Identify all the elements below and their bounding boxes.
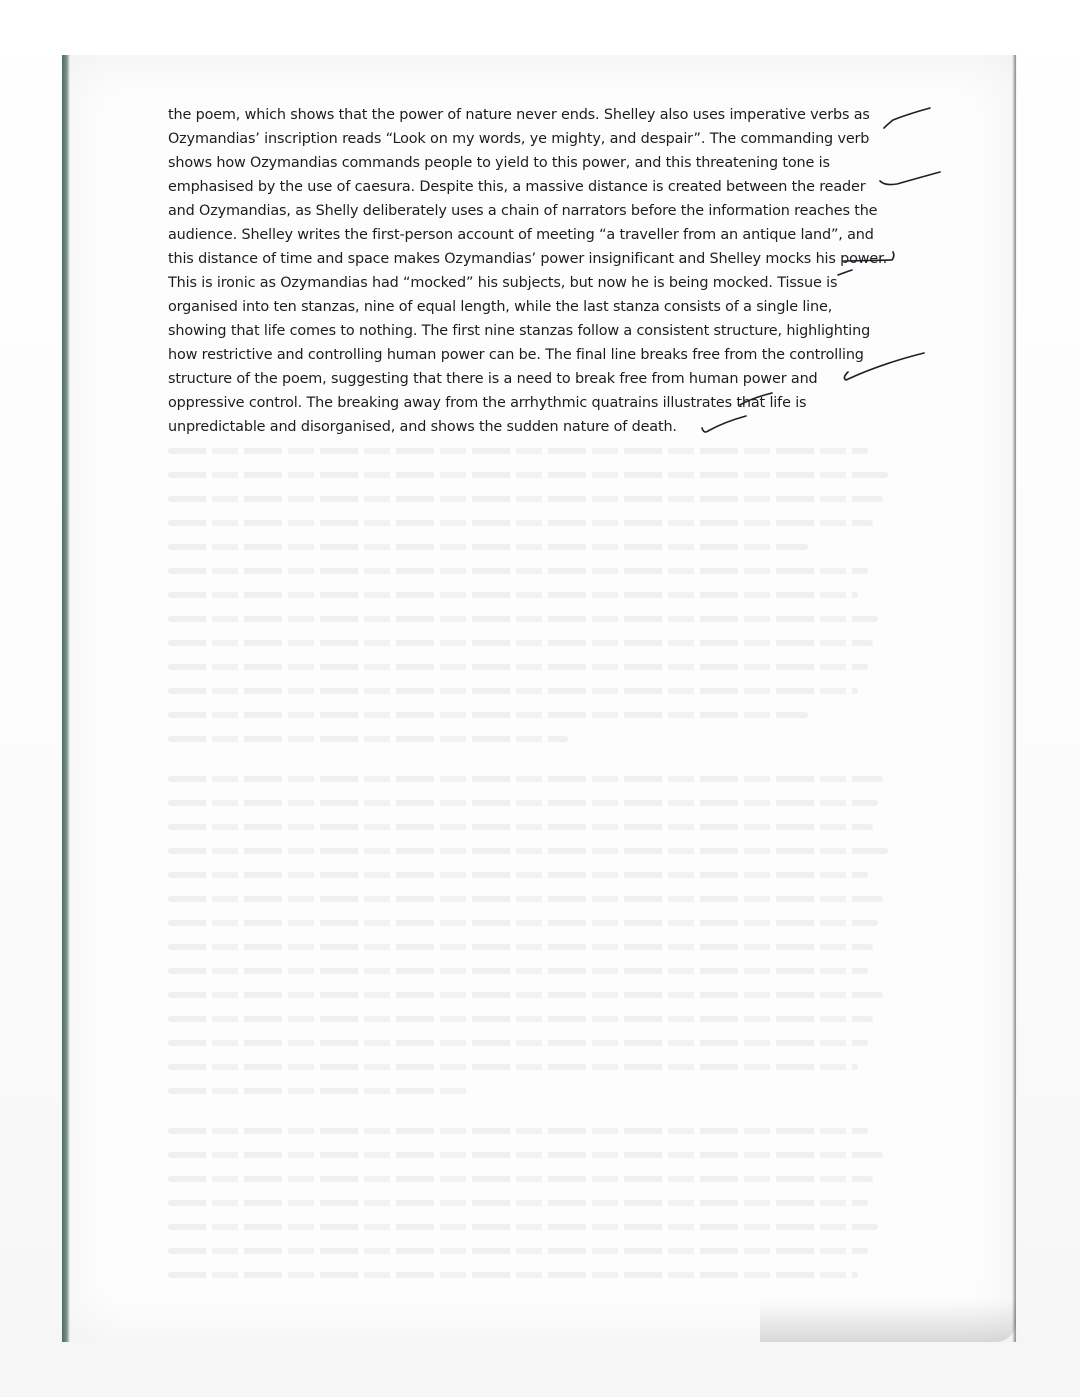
essay-line: Ozymandias’ inscription reads “Look on my words, ye mighty, and despair”. The commanding verb: [168, 131, 870, 147]
essay-line: how restrictive and controlling human power can be. The final line breaks free from the controlling: [168, 347, 864, 363]
essay-line: and Ozymandias, as Shelly deliberately uses a chain of narrators before the information reaches the: [168, 203, 878, 219]
essay-line: emphasised by the use of caesura. Despite this, a massive distance is created between the reader: [168, 179, 866, 195]
essay-paragraph: [168, 103, 888, 439]
essay-line: organised into ten stanzas, nine of equal length, while the last stanza consists of a single line,: [168, 299, 833, 315]
essay-line: this distance of time and space makes Ozymandias’ power insignificant and Shelley mocks his power.: [168, 251, 888, 267]
sheet-left-edge: [62, 55, 70, 1342]
essay-line: unpredictable and disorganised, and shows the sudden nature of death.: [168, 419, 677, 435]
essay-line: This is ironic as Ozymandias had “mocked” his subjects, but now he is being mocked. Tissue is: [168, 275, 838, 291]
essay-line: oppressive control. The breaking away from the arrhythmic quatrains illustrates that life is: [168, 395, 807, 411]
essay-line: the poem, which shows that the power of nature never ends. Shelley also uses imperative verbs as: [168, 107, 870, 123]
essay-line: structure of the poem, suggesting that there is a need to break free from human power and: [168, 371, 818, 387]
essay-line: shows how Ozymandias commands people to yield to this power, and this threatening tone is: [168, 155, 830, 171]
sheet-right-edge: [1012, 55, 1016, 1342]
essay-line: showing that life comes to nothing. The first nine stanzas follow a consistent structure, highlighting: [168, 323, 871, 339]
page-curl-shadow: [760, 1300, 1016, 1342]
essay-line: audience. Shelley writes the first-person account of meeting “a traveller from an antique land”, and: [168, 227, 874, 243]
